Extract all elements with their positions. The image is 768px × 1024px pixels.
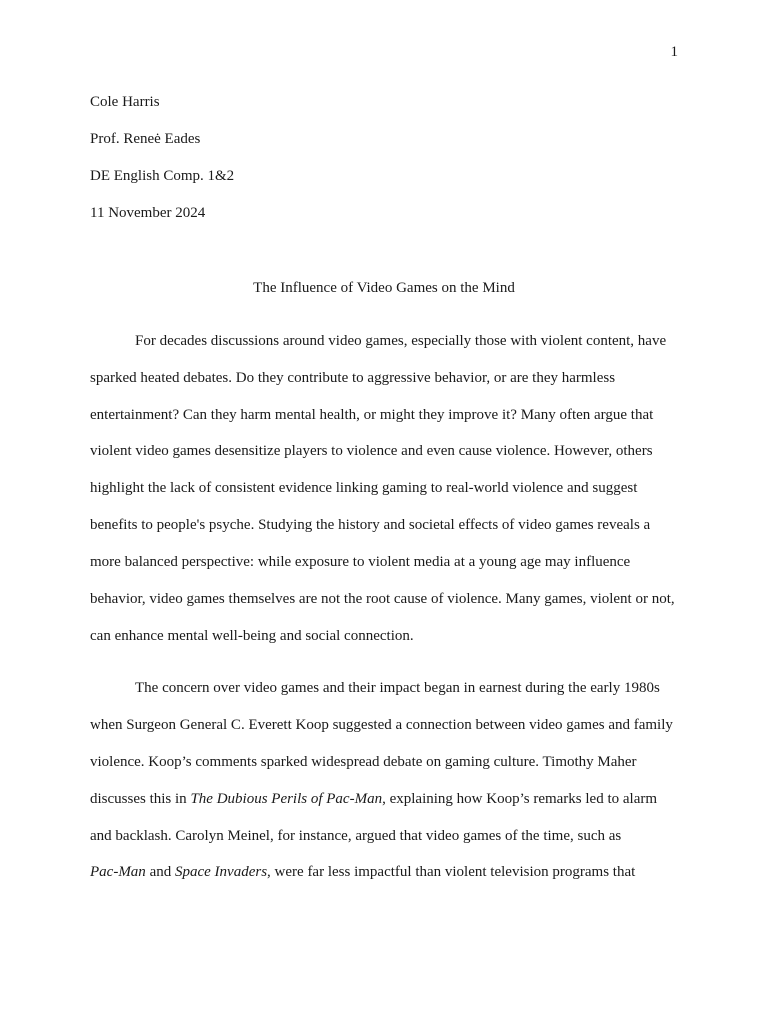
paragraph-2-line [90, 863, 635, 881]
paragraph-2-line: The concern over video games and their impact began in earnest during the early 1980s [135, 680, 660, 696]
essay-title: The Influence of Video Games on the Mind [253, 280, 515, 296]
paragraph-2-line: when Surgeon General C. Everett Koop suggested a connection between video games and family [90, 717, 673, 733]
paragraph-1-line: highlight the lack of consistent evidence linking gaming to real-world violence and suggest [90, 480, 638, 496]
paragraph-1-line: can enhance mental well-being and social connection. [90, 628, 414, 644]
paragraph-1-line: entertainment? Can they harm mental health, or might they improve it? Many often argue that [90, 407, 654, 423]
game-title-italic: Pac-Man [90, 864, 146, 880]
paragraph-1-line: more balanced perspective: while exposure to violent media at a young age may influence [90, 554, 631, 570]
line-text: , were far less impactful than violent television programs that [267, 864, 636, 880]
submission-date: 11 November 2024 [90, 205, 206, 221]
paragraph-2-line [90, 790, 657, 808]
line-text: and [145, 864, 175, 880]
paragraph-1-line: behavior, video games themselves are not the root cause of violence. Many games, violent or not, [90, 591, 675, 607]
paragraph-1-line: benefits to people's psyche. Studying the history and societal effects of video games reveals a [90, 517, 651, 533]
page-number: 1 [670, 44, 678, 60]
paragraph-1-line: For decades discussions around video games, especially those with violent content, have [135, 333, 667, 349]
instructor-name: Prof. Reneė Eades [90, 131, 201, 147]
paragraph-2-line: and backlash. Carolyn Meinel, for instance, argued that video games of the time, such as [90, 828, 622, 844]
book-title-italic: The Dubious Perils of Pac-Man [190, 791, 383, 807]
paragraph-2-line: violence. Koop’s comments sparked widespread debate on gaming culture. Timothy Maher [90, 754, 637, 770]
game-title-italic: Space Invaders [174, 864, 268, 880]
line-text: , explaining how Koop’s remarks led to alarm [382, 791, 658, 807]
line-text: discusses this in [90, 791, 191, 807]
paragraph-1-line: violent video games desensitize players to violence and even cause violence. However, others [90, 443, 653, 459]
author-name: Cole Harris [90, 94, 160, 110]
course-name: DE English Comp. 1&2 [90, 168, 235, 184]
paragraph-1-line: sparked heated debates. Do they contribute to aggressive behavior, or are they harmless [90, 370, 616, 386]
